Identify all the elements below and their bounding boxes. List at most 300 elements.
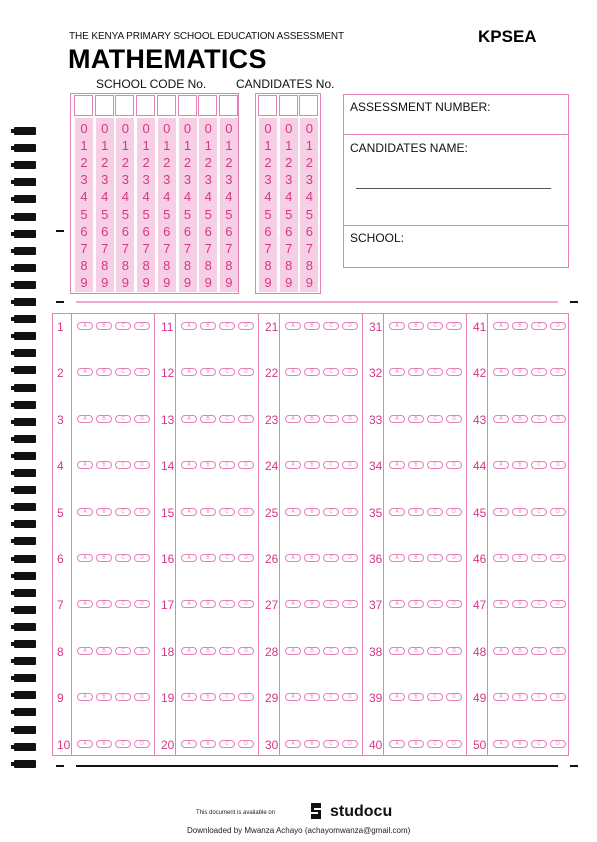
school-row[interactable] [344, 226, 568, 267]
answer-bubble-d[interactable]: D [238, 415, 254, 423]
answer-bubble-d[interactable]: D [446, 693, 462, 701]
answer-bubble-a[interactable]: A [77, 368, 93, 376]
answer-bubble-a[interactable]: A [285, 415, 301, 423]
answer-bubble-a[interactable]: A [77, 461, 93, 469]
answer-bubble-a[interactable]: A [285, 368, 301, 376]
school-code-digit-bubble[interactable]: 8 [163, 257, 171, 273]
answer-bubble-d[interactable]: D [446, 368, 462, 376]
answer-bubble-a[interactable]: A [493, 647, 509, 655]
answer-bubble-b[interactable]: B [96, 461, 112, 469]
candidate-number-digit-bubble[interactable]: 7 [264, 240, 272, 256]
school-code-digit-bubble[interactable]: 1 [142, 138, 150, 154]
answer-bubble-d[interactable]: D [134, 322, 150, 330]
school-code-digit-bubble[interactable]: 5 [204, 206, 212, 222]
school-code-digit-bubble[interactable]: 1 [163, 138, 171, 154]
answer-bubble-c[interactable]: C [427, 461, 443, 469]
answer-bubble-d[interactable]: D [134, 415, 150, 423]
school-code-digit-bubble[interactable]: 7 [163, 240, 171, 256]
school-code-digit-bubble[interactable]: 0 [80, 121, 88, 136]
candidate-number-write-box[interactable] [299, 95, 318, 116]
answer-bubble-b[interactable]: B [200, 600, 216, 608]
answer-bubble-b[interactable]: B [96, 368, 112, 376]
answer-bubble-d[interactable]: D [342, 508, 358, 516]
answer-bubble-a[interactable]: A [389, 461, 405, 469]
answer-bubble-b[interactable]: B [304, 415, 320, 423]
answer-bubble-a[interactable]: A [285, 600, 301, 608]
answer-bubble-b[interactable]: B [96, 600, 112, 608]
answer-bubble-b[interactable]: B [96, 554, 112, 562]
school-code-digit-bubble[interactable]: 8 [101, 257, 109, 273]
answer-bubble-d[interactable]: D [446, 600, 462, 608]
school-code-digit-bubble[interactable]: 9 [80, 274, 88, 290]
answer-bubble-b[interactable]: B [200, 693, 216, 701]
answer-bubble-a[interactable]: A [181, 740, 197, 748]
answer-bubble-c[interactable]: C [323, 368, 339, 376]
answer-bubble-c[interactable]: C [427, 415, 443, 423]
school-code-digit-bubble[interactable]: 5 [142, 206, 150, 222]
school-code-digit-bubble[interactable]: 0 [101, 121, 109, 136]
school-code-digit-bubble[interactable]: 8 [204, 257, 212, 273]
answer-bubble-c[interactable]: C [323, 461, 339, 469]
answer-bubble-a[interactable]: A [389, 647, 405, 655]
answer-bubble-c[interactable]: C [323, 647, 339, 655]
answer-bubble-b[interactable]: B [512, 693, 528, 701]
answer-bubble-d[interactable]: D [134, 554, 150, 562]
answer-bubble-c[interactable]: C [531, 647, 547, 655]
answer-bubble-d[interactable]: D [238, 368, 254, 376]
school-code-digit-bubble[interactable]: 2 [163, 155, 171, 171]
answer-bubble-c[interactable]: C [531, 461, 547, 469]
answer-bubble-b[interactable]: B [304, 508, 320, 516]
answer-bubble-d[interactable]: D [550, 508, 566, 516]
school-code-digit-bubble[interactable]: 7 [142, 240, 150, 256]
answer-bubble-a[interactable]: A [493, 461, 509, 469]
school-code-digit-bubble[interactable]: 1 [225, 138, 233, 154]
answer-bubble-b[interactable]: B [96, 647, 112, 655]
answer-bubble-c[interactable]: C [115, 693, 131, 701]
answer-bubble-c[interactable]: C [219, 322, 235, 330]
answer-bubble-b[interactable]: B [408, 554, 424, 562]
answer-bubble-a[interactable]: A [181, 554, 197, 562]
answer-bubble-b[interactable]: B [408, 461, 424, 469]
studocu-brand[interactable]: studocu [330, 803, 393, 820]
answer-bubble-d[interactable]: D [550, 322, 566, 330]
answer-bubble-b[interactable]: B [408, 508, 424, 516]
answer-bubble-d[interactable]: D [342, 322, 358, 330]
candidate-number-digit-bubble[interactable]: 2 [305, 155, 313, 171]
answer-bubble-a[interactable]: A [493, 368, 509, 376]
school-code-digit-bubble[interactable]: 6 [142, 223, 150, 239]
candidate-number-write-box[interactable] [279, 95, 298, 116]
answer-bubble-a[interactable]: A [285, 647, 301, 655]
answer-bubble-c[interactable]: C [219, 368, 235, 376]
school-code-digit-bubble[interactable]: 6 [183, 223, 192, 239]
answer-bubble-c[interactable]: C [531, 415, 547, 423]
answer-bubble-d[interactable]: D [550, 600, 566, 608]
answer-bubble-d[interactable]: D [134, 647, 150, 655]
candidate-number-digit-bubble[interactable]: 4 [305, 189, 313, 205]
answer-bubble-a[interactable]: A [389, 740, 405, 748]
school-code-digit-bubble[interactable]: 4 [204, 189, 212, 205]
school-code-digit-bubble[interactable]: 2 [183, 155, 192, 171]
candidate-number-digit-bubble[interactable]: 0 [305, 121, 313, 136]
candidate-number-digit-bubble[interactable]: 6 [285, 223, 293, 239]
answer-bubble-c[interactable]: C [323, 554, 339, 562]
candidate-number-digit-bubble[interactable]: 3 [264, 172, 272, 188]
school-code-digit-bubble[interactable]: 9 [121, 274, 129, 290]
candidate-number-digit-bubble[interactable]: 9 [264, 274, 272, 290]
school-code-digit-bubble[interactable]: 9 [101, 274, 109, 290]
answer-bubble-d[interactable]: D [446, 647, 462, 655]
school-code-digit-bubble[interactable]: 0 [183, 121, 192, 136]
answer-bubble-c[interactable]: C [219, 554, 235, 562]
answer-bubble-a[interactable]: A [493, 322, 509, 330]
school-code-digit-bubble[interactable]: 9 [163, 274, 171, 290]
school-code-digit-bubble[interactable]: 8 [183, 257, 192, 273]
candidate-number-digit-bubble[interactable]: 5 [285, 206, 293, 222]
answer-bubble-a[interactable]: A [285, 740, 301, 748]
answer-bubble-c[interactable]: C [323, 415, 339, 423]
candidate-number-digit-bubble[interactable]: 8 [264, 257, 272, 273]
school-code-digit-bubble[interactable]: 3 [142, 172, 150, 188]
answer-bubble-c[interactable]: C [427, 740, 443, 748]
answer-bubble-c[interactable]: C [219, 415, 235, 423]
answer-bubble-c[interactable]: C [531, 368, 547, 376]
school-code-digit-bubble[interactable]: 2 [225, 155, 233, 171]
school-code-digit-bubble[interactable]: 2 [204, 155, 212, 171]
answer-bubble-b[interactable]: B [408, 693, 424, 701]
answer-bubble-c[interactable]: C [323, 693, 339, 701]
school-code-digit-bubble[interactable]: 6 [225, 223, 233, 239]
school-code-digit-bubble[interactable]: 8 [80, 257, 88, 273]
school-code-digit-bubble[interactable]: 7 [121, 240, 129, 256]
answer-bubble-d[interactable]: D [550, 740, 566, 748]
answer-bubble-d[interactable]: D [550, 554, 566, 562]
school-code-digit-bubble[interactable]: 1 [183, 138, 192, 154]
answer-bubble-c[interactable]: C [115, 461, 131, 469]
answer-bubble-b[interactable]: B [304, 461, 320, 469]
school-code-digit-bubble[interactable]: 7 [101, 240, 109, 256]
school-code-digit-bubble[interactable]: 5 [183, 206, 192, 222]
candidate-number-digit-bubble[interactable]: 7 [305, 240, 313, 256]
answer-bubble-d[interactable]: D [342, 740, 358, 748]
answer-bubble-a[interactable]: A [181, 693, 197, 701]
answer-bubble-d[interactable]: D [238, 461, 254, 469]
school-code-write-box[interactable] [136, 95, 155, 116]
school-code-digit-bubble[interactable]: 8 [142, 257, 150, 273]
school-code-write-box[interactable] [157, 95, 176, 116]
answer-bubble-a[interactable]: A [389, 554, 405, 562]
candidate-number-digit-bubble[interactable]: 7 [285, 240, 293, 256]
answer-bubble-a[interactable]: A [77, 740, 93, 748]
school-code-digit-bubble[interactable]: 5 [163, 206, 171, 222]
school-code-write-box[interactable] [198, 95, 217, 116]
school-code-digit-bubble[interactable]: 3 [101, 172, 109, 188]
answer-bubble-a[interactable]: A [389, 322, 405, 330]
candidate-number-digit-bubble[interactable]: 5 [264, 206, 272, 222]
school-code-digit-bubble[interactable]: 6 [204, 223, 212, 239]
school-code-write-box[interactable] [95, 95, 114, 116]
candidate-number-digit-bubble[interactable]: 9 [305, 274, 313, 290]
school-code-digit-bubble[interactable]: 0 [121, 121, 129, 136]
school-code-digit-bubble[interactable]: 9 [225, 274, 233, 290]
answer-bubble-b[interactable]: B [304, 600, 320, 608]
school-code-digit-bubble[interactable]: 3 [80, 172, 88, 188]
school-code-digit-bubble[interactable]: 6 [163, 223, 171, 239]
candidate-number-digit-bubble[interactable]: 3 [285, 172, 293, 188]
school-code-digit-bubble[interactable]: 6 [80, 223, 88, 239]
answer-bubble-c[interactable]: C [115, 415, 131, 423]
school-code-digit-bubble[interactable]: 4 [101, 189, 109, 205]
school-code-digit-bubble[interactable]: 9 [183, 274, 192, 290]
candidate-number-digit-bubble[interactable]: 4 [285, 189, 293, 205]
answer-bubble-c[interactable]: C [531, 554, 547, 562]
assessment-number-row[interactable] [344, 95, 568, 135]
answer-bubble-d[interactable]: D [342, 554, 358, 562]
answer-bubble-d[interactable]: D [134, 461, 150, 469]
answer-bubble-a[interactable]: A [389, 693, 405, 701]
answer-bubble-a[interactable]: A [493, 415, 509, 423]
answer-bubble-d[interactable]: D [134, 600, 150, 608]
school-code-digit-bubble[interactable]: 2 [101, 155, 109, 171]
answer-bubble-d[interactable]: D [446, 322, 462, 330]
answer-bubble-c[interactable]: C [531, 322, 547, 330]
answer-bubble-c[interactable]: C [427, 368, 443, 376]
school-code-digit-bubble[interactable]: 5 [121, 206, 129, 222]
candidate-number-digit-bubble[interactable]: 8 [305, 257, 313, 273]
answer-bubble-c[interactable]: C [427, 554, 443, 562]
answer-bubble-a[interactable]: A [181, 322, 197, 330]
candidate-number-digit-bubble[interactable]: 4 [264, 189, 272, 205]
answer-bubble-d[interactable]: D [134, 740, 150, 748]
answer-bubble-c[interactable]: C [531, 600, 547, 608]
answer-bubble-c[interactable]: C [115, 554, 131, 562]
answer-bubble-b[interactable]: B [96, 415, 112, 423]
candidate-number-digit-bubble[interactable]: 1 [264, 138, 272, 154]
answer-bubble-a[interactable]: A [181, 415, 197, 423]
answer-bubble-d[interactable]: D [238, 647, 254, 655]
candidate-number-write-box[interactable] [258, 95, 277, 116]
school-code-digit-bubble[interactable]: 4 [183, 189, 192, 205]
answer-bubble-b[interactable]: B [200, 554, 216, 562]
school-code-digit-bubble[interactable]: 0 [225, 121, 233, 136]
school-code-digit-bubble[interactable]: 8 [121, 257, 129, 273]
answer-bubble-b[interactable]: B [408, 600, 424, 608]
school-code-digit-bubble[interactable]: 9 [204, 274, 212, 290]
school-code-digit-bubble[interactable]: 4 [121, 189, 129, 205]
answer-bubble-a[interactable]: A [77, 508, 93, 516]
answer-bubble-c[interactable]: C [219, 740, 235, 748]
school-code-digit-bubble[interactable]: 4 [163, 189, 171, 205]
answer-bubble-b[interactable]: B [304, 368, 320, 376]
answer-bubble-a[interactable]: A [77, 322, 93, 330]
school-code-digit-bubble[interactable]: 7 [225, 240, 233, 256]
answer-bubble-c[interactable]: C [219, 600, 235, 608]
answer-bubble-b[interactable]: B [304, 322, 320, 330]
school-code-digit-bubble[interactable]: 2 [80, 155, 88, 171]
answer-bubble-c[interactable]: C [219, 647, 235, 655]
school-code-digit-bubble[interactable]: 1 [121, 138, 129, 154]
answer-bubble-c[interactable]: C [427, 508, 443, 516]
answer-bubble-d[interactable]: D [550, 647, 566, 655]
answer-bubble-c[interactable]: C [115, 322, 131, 330]
answer-bubble-d[interactable]: D [342, 647, 358, 655]
answer-bubble-d[interactable]: D [550, 693, 566, 701]
answer-bubble-c[interactable]: C [531, 693, 547, 701]
school-code-digit-bubble[interactable]: 3 [163, 172, 171, 188]
school-code-digit-bubble[interactable]: 9 [142, 274, 150, 290]
answer-bubble-b[interactable]: B [408, 647, 424, 655]
answer-bubble-b[interactable]: B [200, 461, 216, 469]
answer-bubble-b[interactable]: B [304, 740, 320, 748]
answer-bubble-b[interactable]: B [96, 693, 112, 701]
answer-bubble-d[interactable]: D [134, 693, 150, 701]
school-code-write-box[interactable] [219, 95, 238, 116]
answer-bubble-d[interactable]: D [446, 740, 462, 748]
answer-bubble-b[interactable]: B [512, 322, 528, 330]
answer-bubble-b[interactable]: B [200, 647, 216, 655]
answer-bubble-b[interactable]: B [200, 740, 216, 748]
answer-bubble-a[interactable]: A [389, 600, 405, 608]
answer-bubble-d[interactable]: D [238, 322, 254, 330]
answer-bubble-b[interactable]: B [512, 415, 528, 423]
answer-bubble-b[interactable]: B [304, 693, 320, 701]
answer-bubble-b[interactable]: B [408, 322, 424, 330]
school-code-digit-bubble[interactable]: 3 [204, 172, 212, 188]
answer-bubble-a[interactable]: A [77, 693, 93, 701]
answer-bubble-d[interactable]: D [238, 693, 254, 701]
answer-bubble-b[interactable]: B [200, 322, 216, 330]
answer-bubble-a[interactable]: A [493, 554, 509, 562]
school-code-digit-bubble[interactable]: 5 [80, 206, 88, 222]
answer-bubble-a[interactable]: A [77, 600, 93, 608]
answer-bubble-b[interactable]: B [200, 415, 216, 423]
answer-bubble-d[interactable]: D [342, 368, 358, 376]
answer-bubble-c[interactable]: C [219, 461, 235, 469]
answer-bubble-a[interactable]: A [181, 368, 197, 376]
school-code-digit-bubble[interactable]: 2 [142, 155, 150, 171]
school-code-digit-bubble[interactable]: 5 [101, 206, 109, 222]
answer-bubble-c[interactable]: C [115, 508, 131, 516]
answer-bubble-a[interactable]: A [77, 647, 93, 655]
answer-bubble-d[interactable]: D [550, 461, 566, 469]
answer-bubble-b[interactable]: B [96, 322, 112, 330]
candidate-number-digit-bubble[interactable]: 5 [305, 206, 313, 222]
answer-bubble-a[interactable]: A [181, 600, 197, 608]
answer-bubble-b[interactable]: B [512, 508, 528, 516]
school-code-digit-bubble[interactable]: 1 [204, 138, 212, 154]
school-code-digit-bubble[interactable]: 7 [204, 240, 212, 256]
candidate-number-digit-bubble[interactable]: 0 [285, 121, 293, 136]
answer-bubble-c[interactable]: C [219, 508, 235, 516]
school-code-digit-bubble[interactable]: 4 [225, 189, 233, 205]
answer-bubble-a[interactable]: A [389, 368, 405, 376]
answer-bubble-c[interactable]: C [323, 322, 339, 330]
answer-bubble-d[interactable]: D [446, 554, 462, 562]
answer-bubble-b[interactable]: B [408, 368, 424, 376]
answer-bubble-b[interactable]: B [200, 508, 216, 516]
answer-bubble-b[interactable]: B [512, 554, 528, 562]
school-code-digit-bubble[interactable]: 2 [121, 155, 129, 171]
candidate-number-digit-bubble[interactable]: 8 [285, 257, 293, 273]
answer-bubble-c[interactable]: C [427, 600, 443, 608]
answer-bubble-d[interactable]: D [134, 508, 150, 516]
answer-bubble-d[interactable]: D [446, 415, 462, 423]
candidate-number-digit-bubble[interactable]: 2 [264, 155, 272, 171]
answer-bubble-a[interactable]: A [181, 508, 197, 516]
answer-bubble-b[interactable]: B [304, 647, 320, 655]
answer-bubble-d[interactable]: D [446, 461, 462, 469]
answer-bubble-c[interactable]: C [531, 740, 547, 748]
candidate-number-digit-bubble[interactable]: 1 [285, 138, 293, 154]
school-code-digit-bubble[interactable]: 3 [183, 172, 192, 188]
school-code-digit-bubble[interactable]: 1 [80, 138, 88, 154]
answer-bubble-c[interactable]: C [115, 368, 131, 376]
school-code-write-box[interactable] [115, 95, 134, 116]
school-code-digit-bubble[interactable]: 4 [142, 189, 150, 205]
answer-bubble-d[interactable]: D [550, 368, 566, 376]
school-code-digit-bubble[interactable]: 8 [225, 257, 233, 273]
school-code-digit-bubble[interactable]: 7 [80, 240, 88, 256]
answer-bubble-c[interactable]: C [427, 693, 443, 701]
answer-bubble-c[interactable]: C [323, 600, 339, 608]
answer-bubble-c[interactable]: C [115, 647, 131, 655]
answer-bubble-d[interactable]: D [342, 600, 358, 608]
answer-bubble-b[interactable]: B [408, 740, 424, 748]
school-code-digit-bubble[interactable]: 7 [183, 240, 192, 256]
answer-bubble-a[interactable]: A [77, 415, 93, 423]
answer-bubble-a[interactable]: A [493, 693, 509, 701]
answer-bubble-c[interactable]: C [427, 647, 443, 655]
answer-bubble-d[interactable]: D [238, 508, 254, 516]
school-code-digit-bubble[interactable]: 0 [142, 121, 150, 136]
school-code-digit-bubble[interactable]: 4 [80, 189, 88, 205]
answer-bubble-a[interactable]: A [285, 554, 301, 562]
answer-bubble-a[interactable]: A [493, 508, 509, 516]
answer-bubble-d[interactable]: D [446, 508, 462, 516]
answer-bubble-d[interactable]: D [342, 461, 358, 469]
answer-bubble-b[interactable]: B [408, 415, 424, 423]
answer-bubble-d[interactable]: D [550, 415, 566, 423]
answer-bubble-b[interactable]: B [512, 600, 528, 608]
candidate-number-digit-bubble[interactable]: 3 [305, 172, 313, 188]
answer-bubble-b[interactable]: B [512, 740, 528, 748]
school-code-digit-bubble[interactable]: 1 [101, 138, 109, 154]
answer-bubble-c[interactable]: C [427, 322, 443, 330]
answer-bubble-d[interactable]: D [238, 600, 254, 608]
school-code-write-box[interactable] [74, 95, 93, 116]
answer-bubble-c[interactable]: C [531, 508, 547, 516]
candidate-number-digit-bubble[interactable]: 0 [264, 121, 272, 136]
answer-bubble-b[interactable]: B [96, 740, 112, 748]
answer-bubble-a[interactable]: A [389, 415, 405, 423]
candidate-number-digit-bubble[interactable]: 6 [264, 223, 272, 239]
answer-bubble-d[interactable]: D [238, 554, 254, 562]
answer-bubble-a[interactable]: A [285, 508, 301, 516]
answer-bubble-d[interactable]: D [342, 693, 358, 701]
candidates-name-row[interactable] [344, 135, 568, 226]
answer-bubble-b[interactable]: B [96, 508, 112, 516]
answer-bubble-a[interactable]: A [493, 600, 509, 608]
answer-bubble-a[interactable]: A [181, 647, 197, 655]
candidate-number-digit-bubble[interactable]: 1 [305, 138, 313, 154]
school-code-write-box[interactable] [178, 95, 197, 116]
candidate-number-digit-bubble[interactable]: 9 [285, 274, 293, 290]
school-code-digit-bubble[interactable]: 3 [225, 172, 233, 188]
school-code-digit-bubble[interactable]: 5 [225, 206, 233, 222]
school-code-digit-bubble[interactable]: 0 [163, 121, 171, 136]
answer-bubble-b[interactable]: B [512, 368, 528, 376]
